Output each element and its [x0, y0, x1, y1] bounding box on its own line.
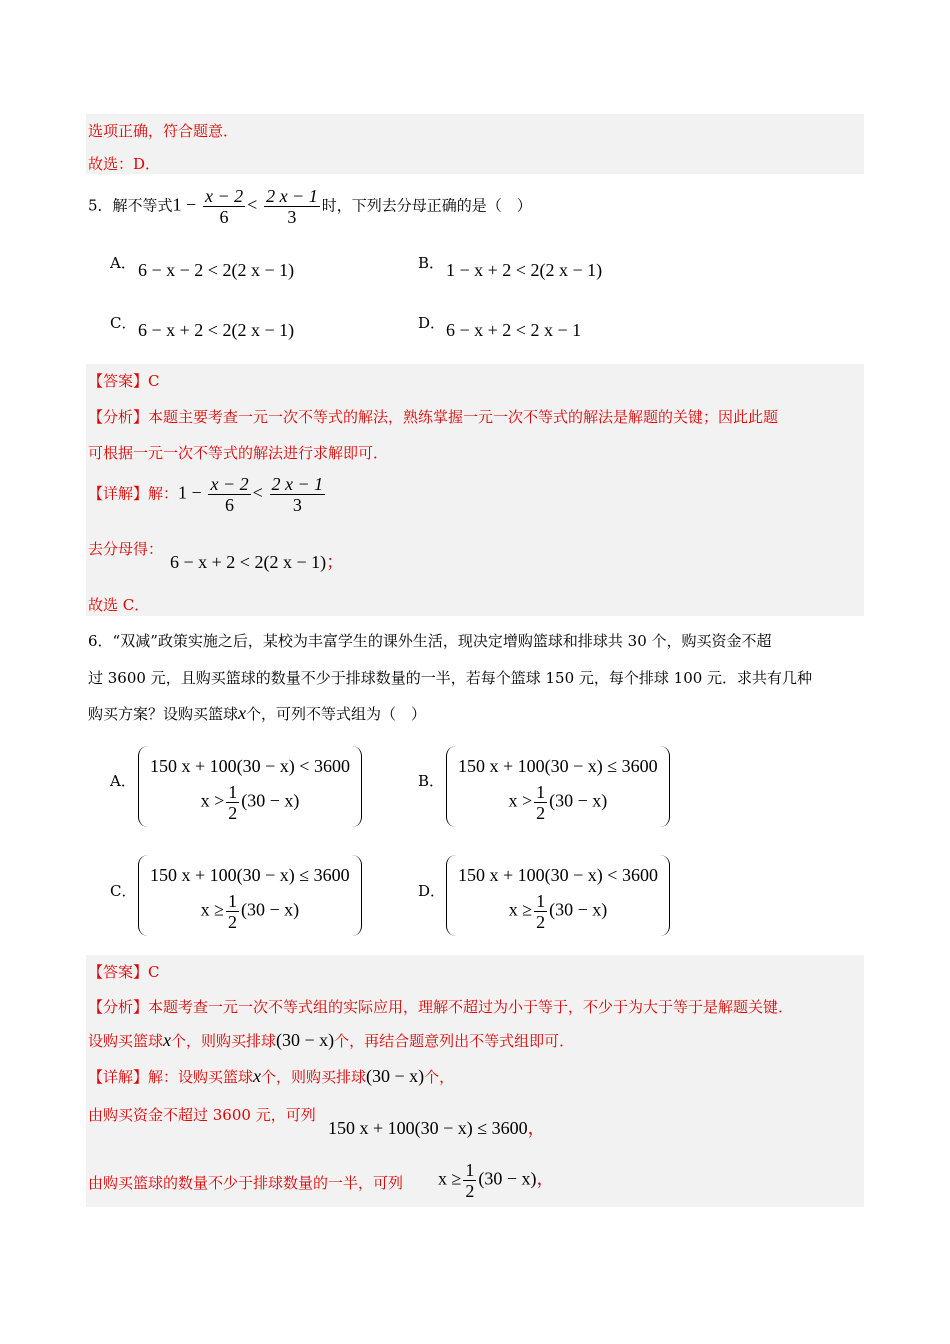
q5-option-d[interactable]: 6 − x + 2 < 2 x − 1 [446, 320, 582, 340]
q5-option-c[interactable]: 6 − x + 2 < 2(2 x − 1) [138, 320, 295, 340]
q5-answer: 【答案】C [88, 372, 160, 390]
q5-option-a-label[interactable]: A． [110, 254, 136, 272]
q6-condition-2: 由购买篮球的数量不少于排球数量的一半，可列 [88, 1174, 404, 1192]
q5-fraction-2: $\frac{2 x - 1}{3}$ [266, 186, 318, 227]
q6-option-b[interactable]: 150 x + 100(30 − x) ≤ 3600 x > $\frac{1}{2}$ (30 − x) [446, 750, 670, 823]
q5-prefix: 5．解不等式 [88, 196, 173, 215]
q5-analysis-1: 【分析】本题主要考查一元一次不等式的解法，熟练掌握一元一次不等式的解法是解题的关键；因此此题 [88, 408, 779, 426]
q5-detail-fraction-2: $\frac{2 x - 1}{3}$ [271, 474, 324, 515]
q5-step-label: 去分母得： [88, 540, 164, 558]
q6-analysis-2: 设购买篮球x个，则购买排球(30 − x)个，再结合题意列出不等式组即可． [88, 1030, 575, 1050]
solution-conclusion: 故选：D． [88, 155, 161, 173]
q6-stem-3: 购买方案？设购买篮球x个，可列不等式组为（ ） [88, 703, 427, 723]
q6-analysis-1: 【分析】本题考查一元一次不等式组的实际应用，理解不超过为小于等于，不少于为大于等于是解题关键． [88, 998, 794, 1016]
q6-stem-1: 6．“双减”政策实施之后，某校为丰富学生的课外生活，现决定增购篮球和排球共 30 个，购买资金不超 [88, 632, 772, 650]
q5-conclusion: 故选 C． [88, 596, 150, 614]
q6-option-c[interactable]: 150 x + 100(30 − x) ≤ 3600 x ≥ $\frac{1}{2}$ (30 − x) [138, 859, 362, 932]
q6-option-b-label[interactable]: B． [418, 772, 445, 790]
q5-option-a[interactable]: 6 − x − 2 < 2(2 x − 1) [138, 260, 295, 280]
q6-option-d[interactable]: 150 x + 100(30 − x) < 3600 x ≥ $\frac{1}{2}$ (30 − x) [446, 859, 670, 932]
q5-detail: 【详解】解：1 − $\frac{x - 2}{6}$ < $\frac{2 x - 1}{3}$ [88, 474, 324, 515]
q5-option-b[interactable]: 1 − x + 2 < 2(2 x − 1) [446, 260, 603, 280]
q6-option-c-label[interactable]: C． [110, 882, 137, 900]
q5-one: 1 − [172, 194, 197, 215]
q5-fraction-1: $\frac{x - 2}{6}$ [204, 186, 244, 227]
q5-suffix: 时，下列去分母正确的是（ ） [321, 196, 532, 215]
q6-stem-2: 过 3600 元，且购买篮球的数量不少于排球数量的一半，若每个篮球 150 元，每个排球 100 元．求共有几种 [88, 669, 813, 687]
q6-condition-1: 由购买资金不超过 3600 元，可列 [88, 1106, 316, 1124]
q6-answer: 【答案】C [88, 963, 160, 981]
q5-option-d-label[interactable]: D． [418, 314, 446, 332]
q5-option-c-label[interactable]: C． [110, 314, 137, 332]
q6-detail: 【详解】解：设购买篮球x个，则购买排球(30 − x)个， [88, 1066, 455, 1086]
q5-analysis-2: 可根据一元一次不等式的解法进行求解即可． [88, 444, 389, 462]
q6-condition-2-expr: x ≥ $\frac{1}{2}$ (30 − x)， [438, 1160, 555, 1201]
q6-option-a-label[interactable]: A． [110, 772, 136, 790]
solution-text: 选项正确，符合题意． [88, 122, 239, 140]
q5-detail-fraction-1: $\frac{x - 2}{6}$ [210, 474, 249, 515]
q5-step-expr: 6 − x + 2 < 2(2 x − 1)； [170, 552, 345, 572]
q6-condition-1-expr: 150 x + 100(30 − x) ≤ 3600， [328, 1118, 546, 1138]
q5-stem: 5．解不等式1 − $\frac{x - 2}{6}$ < $\frac{2 x - 1}{3}$ 时，下列去分母正确的是（ ） [88, 186, 532, 227]
q6-option-a[interactable]: 150 x + 100(30 − x) < 3600 x > $\frac{1}{2}$ (30 − x) [138, 750, 362, 823]
q6-option-d-label[interactable]: D． [418, 882, 446, 900]
q5-option-b-label[interactable]: B． [418, 254, 445, 272]
